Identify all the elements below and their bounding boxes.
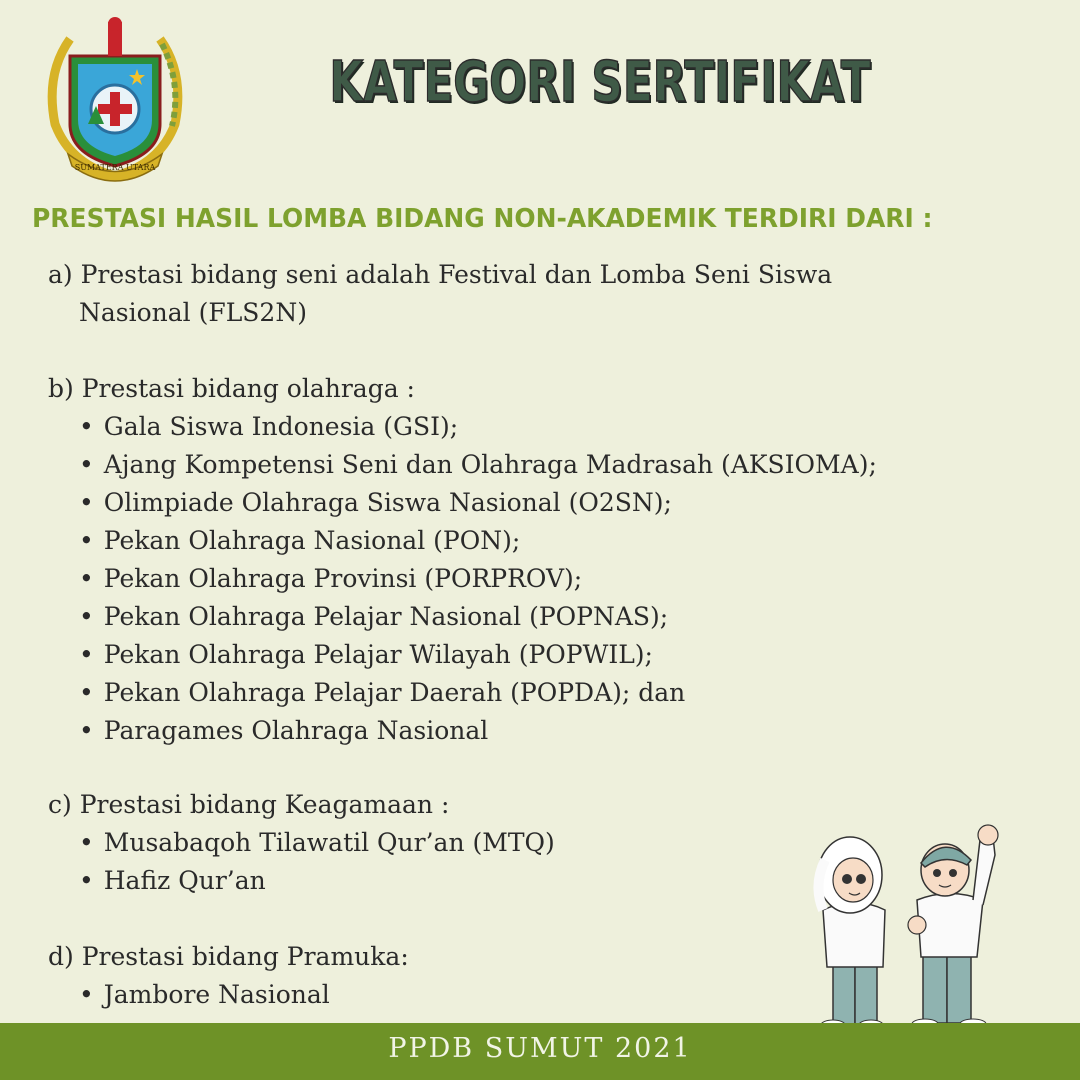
- category-subtitle: PRESTASI HASIL LOMBA BIDANG NON-AKADEMIK TERDIRI DARI :: [32, 204, 933, 234]
- list-item: • Jambore Nasional: [79, 976, 1008, 1014]
- section-olahraga: [48, 370, 1008, 750]
- page-title: KATEGORI SERTIFIKAT: [329, 50, 871, 115]
- section-heading: d) Prestasi bidang Pramuka:: [48, 942, 409, 971]
- list-item: • Pekan Olahraga Pelajar Nasional (POPNAS);: [79, 598, 1008, 636]
- list-item: • Pekan Olahraga Nasional (PON);: [79, 522, 1008, 560]
- section-heading: b) Prestasi bidang olahraga :: [48, 374, 415, 403]
- boy-student-figure: [908, 825, 998, 1029]
- list-item: • Ajang Kompetensi Seni dan Olahraga Madrasah (AKSIOMA);: [79, 446, 1008, 484]
- footer-banner: PPDB SUMUT 2021: [0, 1023, 1080, 1080]
- sumatera-utara-emblem-logo: [40, 14, 190, 184]
- list-item: • Paragames Olahraga Nasional: [79, 712, 1008, 750]
- students-illustration: [805, 815, 1015, 1035]
- list-item: • Pekan Olahraga Pelajar Daerah (POPDA); dan: [79, 674, 1008, 712]
- logo-ribbon-text: SUMATERA UTARA: [74, 163, 156, 172]
- olahraga-list: [48, 408, 1008, 750]
- list-item: • Pekan Olahraga Pelajar Wilayah (POPWIL);: [79, 636, 1008, 674]
- section-heading: c) Prestasi bidang Keagamaan :: [48, 790, 450, 819]
- section-heading-continuation: Nasional (FLS2N): [79, 298, 307, 327]
- list-item: • Pekan Olahraga Provinsi (PORPROV);: [79, 560, 1008, 598]
- list-item: • Gala Siswa Indonesia (GSI);: [79, 408, 1008, 446]
- list-item: • Olimpiade Olahraga Siswa Nasional (O2SN);: [79, 484, 1008, 522]
- list-item: • Musabaqoh Tilawatil Qur’an (MTQ): [79, 824, 1008, 862]
- section-heading: a) Prestasi bidang seni adalah Festival dan Lomba Seni Siswa: [48, 260, 833, 289]
- section-seni: [48, 256, 1008, 332]
- girl-student-figure: [818, 837, 885, 1030]
- list-item: • Hafiz Qur’an: [79, 862, 1008, 900]
